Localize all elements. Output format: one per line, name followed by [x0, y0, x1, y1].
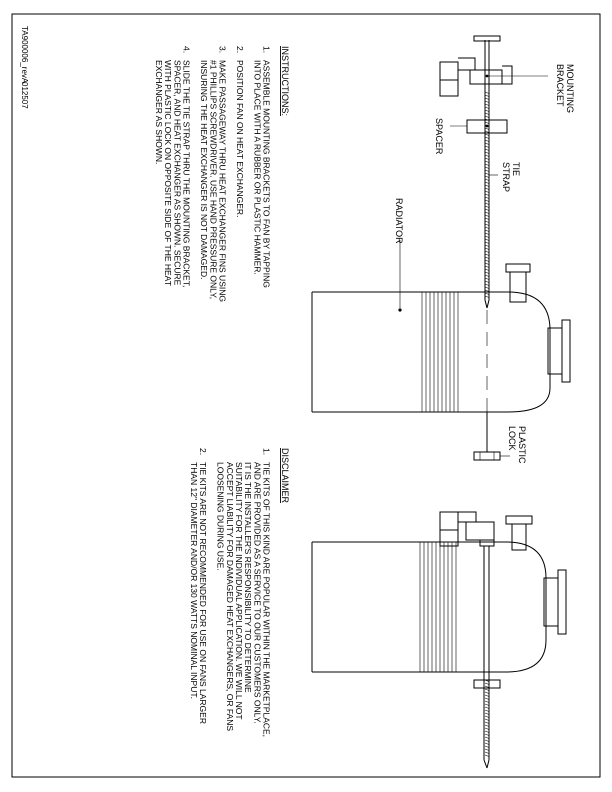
disclaimer-item-1-line-4: SUITABILITY FOR THE INDIVIDUAL APPLICATION. WE WILL NOT — [234, 462, 244, 720]
svg-text:STRAP: STRAP — [501, 162, 511, 193]
disclaimer-item-1-number: 1. — [261, 448, 272, 456]
date-code: 012507 — [20, 82, 29, 109]
disclaimer-item-1-line-1: TIE KITS OF THIS KIND ARE POPULAR WITHIN THE MARKETPLACE, — [261, 462, 272, 738]
tie-strap-rod — [485, 40, 489, 308]
svg-text:LOCK: LOCK — [507, 426, 517, 451]
instruction-step-3-number: 3. — [217, 46, 228, 54]
mounting-bracket-shape — [440, 58, 512, 96]
instruction-step-2-number: 2. — [234, 46, 245, 54]
disclaimer-item-1-line-6: LOOSENING DURING USE. — [215, 462, 226, 571]
bottom-assembly-diagram — [312, 512, 566, 768]
disclaimer-heading: DISCLAIMER — [280, 448, 290, 504]
drawing-id: TA900006_revA — [20, 26, 29, 84]
disclaimer-item-2-number: 2. — [198, 448, 209, 456]
radiator-bottom-shape — [312, 516, 566, 672]
spacer-shape — [467, 120, 507, 133]
top-assembly-diagram — [312, 36, 570, 460]
label-mounting-bracket — [555, 64, 575, 113]
instruction-step-1-number: 1. — [261, 46, 272, 54]
label-plastic-lock — [507, 426, 527, 464]
label-radiator: RADIATOR — [394, 198, 404, 244]
disclaimer-block — [189, 448, 290, 737]
disclaimer-item-1-line-5: ACCEPT LIABILITY FOR DAMAGED HEAT EXCHANGERS, OR FANS — [224, 462, 235, 732]
svg-text:TIE: TIE — [511, 162, 521, 177]
svg-text:BRACKET: BRACKET — [555, 64, 565, 107]
instructions-heading: INSTRUCTIONS: — [280, 46, 290, 117]
instruction-step-3-line-1: MAKE PASSAGEWAY THRU HEAT EXCHANGER FINS USING — [217, 60, 228, 302]
label-spacer: SPACER — [434, 118, 444, 155]
label-tie-strap — [501, 162, 521, 192]
page-border — [12, 14, 600, 777]
instruction-step-3-line-2: #1 PHILLIPS SCREWDRIVER. USE HAND PRESSURE ONLY, — [208, 60, 219, 300]
mounting-bracket-installed — [440, 512, 494, 546]
disclaimer-item-2-line-2: THAN 12" DIAMETER AND/OR 130 WATTS NOMINAL INPUT. — [188, 462, 199, 699]
plastic-lock-shape — [474, 412, 500, 460]
disclaimer-item-1-line-2: AND ARE PROVIDED AS A SERVICE TO OUR CUSTOMERS ONLY. — [252, 462, 263, 724]
svg-text:MOUNTING: MOUNTING — [565, 64, 575, 113]
instruction-step-4-line-1: SLIDE THE TIE STRAP THRU THE MOUNTING BRACKET, — [181, 60, 192, 288]
radiator-top-shape — [312, 264, 570, 440]
instruction-step-4-number: 4. — [181, 46, 192, 54]
disclaimer-item-1-line-3: IT IS THE INSTALLER'S RESPONSIBILITY TO DETERMINE — [243, 462, 254, 693]
disclaimer-item-2-line-1: TIE KITS ARE NOT RECOMMENDED FOR USE ON FANS LARGER — [198, 462, 209, 724]
instructions-block — [154, 46, 290, 302]
instruction-step-4-line-4: EXCHANGER AS SHOWN. — [153, 60, 164, 165]
svg-text:PLASTIC: PLASTIC — [517, 426, 527, 464]
instruction-step-2-line-1: POSITION FAN ON HEAT EXCHANGER. — [234, 60, 245, 218]
instruction-step-1-line-2: INTO PLACE WITH A RUBBER OR PLASTIC HAMMER. — [252, 60, 263, 275]
tie-strap-head — [474, 36, 500, 41]
instruction-step-1-line-1: ASSEMBLE MOUNTING BRACKETS TO FAN BY TAPPING — [261, 60, 272, 288]
instruction-step-4-line-3: WITH PLASTIC LOCK ON OPPOSITE SIDE OF THE HEAT — [163, 60, 174, 286]
instruction-step-4-line-2: SPACER, AND HEAT EXCHANGER AS SHOWN. SECURE — [172, 60, 183, 286]
instruction-step-3-line-3: INSURING THE HEAT EXCHANGER IS NOT DAMAGED. — [199, 60, 210, 280]
footer — [20, 26, 29, 109]
